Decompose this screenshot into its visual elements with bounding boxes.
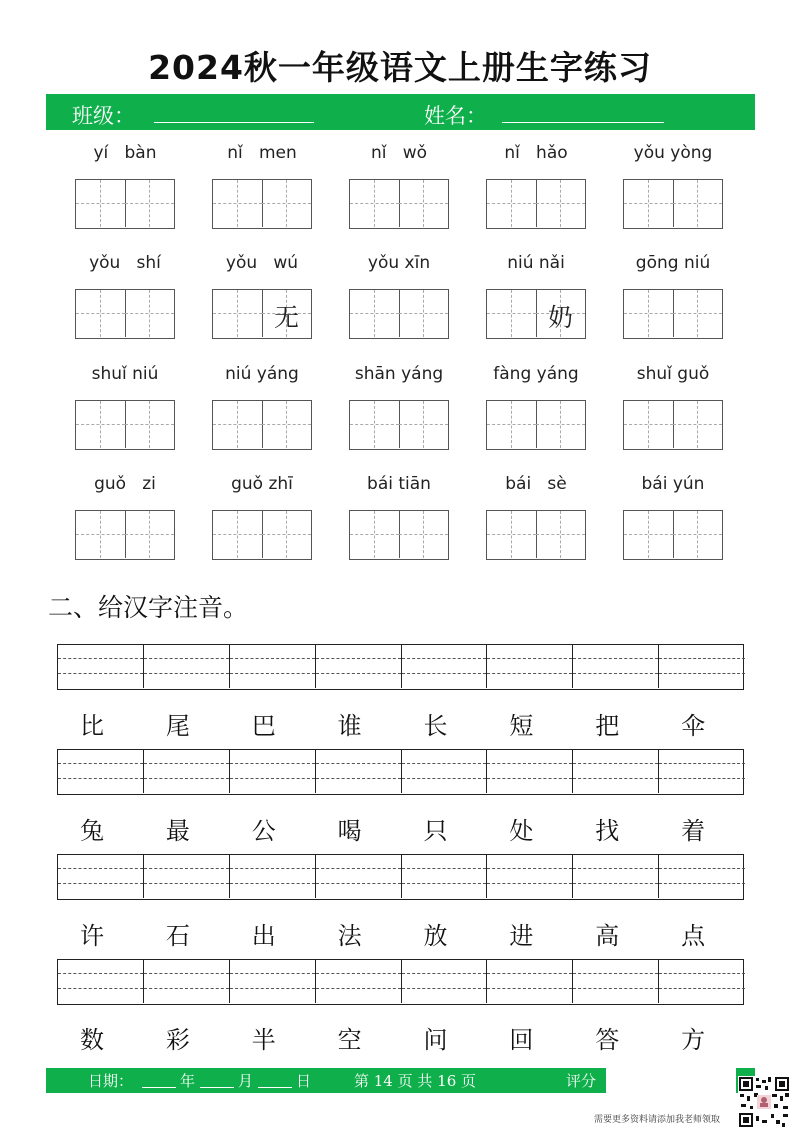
- pinyin-guide-line: [659, 778, 745, 779]
- pinyin-guide-line: [316, 658, 401, 659]
- guide-line-horizontal: [350, 424, 399, 425]
- pinyin-guide-line: [487, 763, 572, 764]
- guide-line-horizontal: [262, 534, 311, 535]
- guide-line-horizontal: [399, 203, 448, 204]
- tianzige-box[interactable]: [349, 179, 449, 229]
- tianzige-box[interactable]: [349, 510, 449, 560]
- tianzige-cell[interactable]: [399, 511, 448, 558]
- guide-line-horizontal: [76, 203, 125, 204]
- pinyin-writing-cell[interactable]: [487, 750, 573, 793]
- guide-line-horizontal: [76, 534, 125, 535]
- pinyin-guide-line: [659, 658, 745, 659]
- pinyin-guide-line: [230, 883, 315, 884]
- tianzige-box[interactable]: [75, 179, 175, 229]
- month-field[interactable]: [200, 1087, 234, 1088]
- pinyin-guide-line: [58, 883, 143, 884]
- pinyin-guide-line: [659, 763, 745, 764]
- pinyin-guide-line: [659, 988, 745, 989]
- score-label: 评分: [566, 1072, 597, 1090]
- pinyin-guide-line: [144, 673, 229, 674]
- tianzige-box[interactable]: [486, 289, 586, 339]
- pinyin-writing-cell[interactable]: [573, 960, 659, 1003]
- hanzi-character: 巴: [251, 712, 276, 740]
- tianzige-box[interactable]: [349, 400, 449, 450]
- word-pinyin: bái sè: [505, 474, 567, 494]
- tianzige-cell[interactable]: [399, 180, 448, 227]
- pinyin-writing-cell[interactable]: [573, 855, 659, 898]
- pinyin-guide-line: [487, 973, 572, 974]
- guide-line-horizontal: [624, 313, 673, 314]
- tianzige-cell[interactable]: [624, 401, 674, 448]
- name-field[interactable]: [502, 122, 664, 123]
- hanzi-character: 兔: [79, 817, 104, 845]
- guide-line-horizontal: [624, 203, 673, 204]
- word-pinyin: guǒ zi: [94, 474, 156, 494]
- pinyin-guide-line: [58, 673, 143, 674]
- pinyin-writing-cell[interactable]: [144, 750, 230, 793]
- pinyin-guide-line: [659, 883, 745, 884]
- tianzige-box[interactable]: [623, 289, 723, 339]
- pinyin-guide-line: [487, 883, 572, 884]
- pinyin-guide-line: [230, 658, 315, 659]
- guide-line-horizontal: [125, 424, 174, 425]
- pinyin-guide-line: [144, 988, 229, 989]
- guide-line-horizontal: [399, 534, 448, 535]
- tianzige-cell[interactable]: [536, 401, 585, 448]
- pinyin-writing-cell[interactable]: [659, 960, 745, 1003]
- tianzige-box[interactable]: [75, 510, 175, 560]
- qr-code-icon: [738, 1076, 790, 1128]
- pinyin-guide-line: [487, 988, 572, 989]
- tianzige-box[interactable]: [349, 289, 449, 339]
- class-field[interactable]: [154, 122, 314, 123]
- tianzige-box[interactable]: [486, 179, 586, 229]
- pinyin-guide-line: [402, 778, 487, 779]
- pinyin-guide-line: [402, 673, 487, 674]
- tianzige-cell[interactable]: [125, 511, 174, 558]
- word-pinyin: nǐ hǎo: [504, 143, 568, 163]
- day-field[interactable]: [258, 1087, 292, 1088]
- hanzi-character: 点: [681, 922, 706, 950]
- hanzi-character: 半: [251, 1026, 276, 1054]
- guide-line-horizontal: [213, 313, 262, 314]
- tianzige-cell[interactable]: [624, 511, 674, 558]
- word-pinyin: yǒu shí: [89, 253, 161, 273]
- hanzi-character: 答: [595, 1026, 620, 1054]
- tianzige-cell[interactable]: [350, 180, 400, 227]
- hanzi-character: 喝: [337, 817, 362, 845]
- tianzige-cell[interactable]: [624, 290, 674, 337]
- pinyin-writing-cell[interactable]: [573, 750, 659, 793]
- pinyin-guide-line: [58, 868, 143, 869]
- guide-line-horizontal: [536, 534, 585, 535]
- tianzige-cell[interactable]: [76, 511, 126, 558]
- pinyin-guide-line: [316, 868, 401, 869]
- tianzige-cell[interactable]: [125, 290, 174, 337]
- tianzige-cell[interactable]: [399, 290, 448, 337]
- tianzige-cell[interactable]: [350, 290, 400, 337]
- guide-line-horizontal: [673, 424, 722, 425]
- hanzi-character: 出: [251, 922, 276, 950]
- hanzi-character: 方: [681, 1026, 706, 1054]
- guide-line-horizontal: [399, 313, 448, 314]
- pinyin-writing-cell[interactable]: [58, 645, 144, 688]
- pinyin-guide-line: [402, 763, 487, 764]
- guide-line-horizontal: [350, 313, 399, 314]
- hanzi-character: 回: [509, 1026, 534, 1054]
- pinyin-guide-line: [659, 673, 745, 674]
- tianzige-cell[interactable]: [262, 401, 311, 448]
- tianzige-cell[interactable]: [536, 180, 585, 227]
- pinyin-writing-cell[interactable]: [659, 855, 745, 898]
- tianzige-cell[interactable]: [262, 290, 311, 337]
- guide-line-horizontal: [76, 313, 125, 314]
- tianzige-cell[interactable]: [487, 180, 537, 227]
- tianzige-cell[interactable]: [350, 401, 400, 448]
- pinyin-guide-line: [230, 778, 315, 779]
- hanzi-character: 把: [595, 712, 620, 740]
- word-pinyin: nǐ men: [227, 143, 297, 163]
- pinyin-guide-line: [230, 673, 315, 674]
- guide-line-horizontal: [624, 424, 673, 425]
- hanzi-character: 公: [251, 817, 276, 845]
- guide-line-horizontal: [673, 313, 722, 314]
- guide-line-horizontal: [262, 203, 311, 204]
- word-pinyin: shuǐ niú: [91, 364, 159, 384]
- word-pinyin: bái tiān: [367, 474, 431, 494]
- tianzige-cell[interactable]: [487, 511, 537, 558]
- page-title: 2024秋一年级语文上册生字练习: [148, 48, 652, 87]
- pinyin-writing-cell[interactable]: [659, 645, 745, 688]
- hanzi-character: 彩: [165, 1026, 190, 1054]
- tianzige-box[interactable]: [75, 289, 175, 339]
- pinyin-writing-cell[interactable]: [58, 750, 144, 793]
- pinyin-guide-line: [230, 868, 315, 869]
- tianzige-cell[interactable]: [487, 401, 537, 448]
- pinyin-guide-line: [487, 673, 572, 674]
- guide-line-horizontal: [673, 203, 722, 204]
- pinyin-guide-line: [402, 988, 487, 989]
- tianzige-cell[interactable]: [213, 511, 263, 558]
- hanzi-character: 着: [681, 817, 706, 845]
- pinyin-guide-line: [573, 763, 658, 764]
- hanzi-character: 找: [595, 817, 620, 845]
- hanzi-character: 谁: [337, 712, 362, 740]
- word-pinyin: gōng niú: [635, 253, 711, 273]
- pinyin-writing-cell[interactable]: [402, 960, 488, 1003]
- pinyin-guide-line: [144, 658, 229, 659]
- guide-line-horizontal: [213, 424, 262, 425]
- word-pinyin: yǒu yòng: [633, 143, 713, 163]
- tianzige-box[interactable]: [212, 400, 312, 450]
- guide-line-horizontal: [536, 203, 585, 204]
- pinyin-writing-cell[interactable]: [316, 645, 402, 688]
- tianzige-cell[interactable]: [76, 401, 126, 448]
- pinyin-guide-line: [316, 673, 401, 674]
- guide-line-horizontal: [125, 203, 174, 204]
- word-pinyin: shān yáng: [354, 364, 444, 384]
- pinyin-guide-line: [487, 778, 572, 779]
- pinyin-writing-cell[interactable]: [487, 960, 573, 1003]
- guide-line-horizontal: [487, 203, 536, 204]
- tianzige-cell[interactable]: [213, 180, 263, 227]
- tianzige-cell[interactable]: [125, 401, 174, 448]
- pinyin-writing-cell[interactable]: [402, 645, 488, 688]
- tianzige-box[interactable]: [486, 510, 586, 560]
- tianzige-box[interactable]: [486, 400, 586, 450]
- word-pinyin: shuǐ guǒ: [636, 364, 710, 384]
- pinyin-guide-line: [573, 778, 658, 779]
- pinyin-writing-cell[interactable]: [230, 645, 316, 688]
- hanzi-character: 处: [509, 817, 534, 845]
- pinyin-guide-line: [573, 973, 658, 974]
- hanzi-character: 数: [79, 1026, 104, 1054]
- pinyin-guide-line: [58, 763, 143, 764]
- cell-character: 奶: [547, 303, 573, 332]
- pinyin-guide-line: [144, 883, 229, 884]
- tianzige-box[interactable]: [623, 179, 723, 229]
- pinyin-guide-line: [573, 673, 658, 674]
- guide-line-horizontal: [487, 424, 536, 425]
- word-pinyin: yǒu wú: [225, 253, 299, 273]
- pinyin-guide-line: [573, 868, 658, 869]
- guide-line-horizontal: [76, 424, 125, 425]
- score-box: [606, 1068, 736, 1093]
- pinyin-guide-line: [487, 868, 572, 869]
- hanzi-character: 短: [509, 712, 534, 740]
- pinyin-guide-line: [58, 973, 143, 974]
- name-label: 姓名：: [424, 104, 487, 128]
- pinyin-guide-line: [230, 973, 315, 974]
- tianzige-cell[interactable]: [76, 290, 126, 337]
- tianzige-cell[interactable]: [350, 511, 400, 558]
- page-info: 第 14 页 共 16 页: [354, 1072, 477, 1090]
- pinyin-writing-cell[interactable]: [487, 855, 573, 898]
- pinyin-writing-row: [57, 959, 744, 1005]
- word-pinyin: niú nǎi: [507, 253, 565, 273]
- hanzi-character: 进: [509, 922, 534, 950]
- hanzi-character: 许: [79, 922, 104, 950]
- hanzi-character: 尾: [165, 712, 190, 740]
- pinyin-guide-line: [573, 883, 658, 884]
- pinyin-writing-cell[interactable]: [402, 855, 488, 898]
- word-pinyin: niú yáng: [225, 364, 299, 384]
- guide-line-horizontal: [487, 313, 536, 314]
- pinyin-writing-cell[interactable]: [144, 855, 230, 898]
- hanzi-character: 法: [337, 922, 362, 950]
- pinyin-writing-cell[interactable]: [659, 750, 745, 793]
- guide-line-horizontal: [125, 313, 174, 314]
- pinyin-guide-line: [402, 973, 487, 974]
- tianzige-cell[interactable]: [262, 511, 311, 558]
- pinyin-writing-cell[interactable]: [316, 960, 402, 1003]
- guide-line-horizontal: [262, 424, 311, 425]
- pinyin-guide-line: [316, 973, 401, 974]
- month-label: 月: [238, 1072, 254, 1090]
- tianzige-box[interactable]: [212, 179, 312, 229]
- pinyin-guide-line: [58, 658, 143, 659]
- word-pinyin: bái yún: [641, 474, 705, 494]
- note-text: 需要更多资料请添加我老师领取: [594, 1115, 721, 1125]
- pinyin-writing-row: [57, 749, 744, 795]
- hanzi-character: 问: [423, 1026, 448, 1054]
- pinyin-writing-cell[interactable]: [144, 645, 230, 688]
- hanzi-character: 放: [423, 922, 448, 950]
- word-pinyin: guǒ zhī: [231, 474, 293, 494]
- hanzi-character: 只: [423, 817, 448, 845]
- pinyin-guide-line: [402, 658, 487, 659]
- tianzige-cell[interactable]: [673, 180, 722, 227]
- pinyin-writing-row: [57, 644, 744, 690]
- date-label: 日期：: [88, 1072, 134, 1090]
- pinyin-guide-line: [144, 868, 229, 869]
- year-label: 年: [180, 1072, 196, 1090]
- tianzige-cell[interactable]: [673, 511, 722, 558]
- tianzige-cell[interactable]: [125, 180, 174, 227]
- tianzige-box[interactable]: [75, 400, 175, 450]
- cell-character: 无: [273, 303, 299, 332]
- class-label: 班级：: [72, 104, 135, 128]
- header-band: [46, 94, 755, 130]
- pinyin-writing-cell[interactable]: [316, 855, 402, 898]
- guide-line-horizontal: [350, 534, 399, 535]
- pinyin-writing-cell[interactable]: [230, 960, 316, 1003]
- guide-line-horizontal: [350, 203, 399, 204]
- pinyin-guide-line: [487, 658, 572, 659]
- hanzi-character: 伞: [681, 712, 706, 740]
- guide-line-horizontal: [125, 534, 174, 535]
- pinyin-writing-cell[interactable]: [230, 750, 316, 793]
- tianzige-cell[interactable]: [536, 511, 585, 558]
- pinyin-guide-line: [316, 883, 401, 884]
- tianzige-cell[interactable]: [536, 290, 585, 337]
- pinyin-writing-cell[interactable]: [144, 960, 230, 1003]
- guide-line-horizontal: [213, 203, 262, 204]
- word-pinyin: yí bàn: [93, 143, 157, 163]
- section-2-title: 二、给汉字注音。: [48, 593, 249, 622]
- tianzige-cell[interactable]: [213, 290, 263, 337]
- word-pinyin: nǐ wǒ: [370, 143, 427, 163]
- pinyin-guide-line: [573, 658, 658, 659]
- pinyin-writing-cell[interactable]: [58, 960, 144, 1003]
- guide-line-horizontal: [213, 534, 262, 535]
- tianzige-box[interactable]: [623, 400, 723, 450]
- guide-line-horizontal: [673, 534, 722, 535]
- pinyin-guide-line: [573, 988, 658, 989]
- hanzi-character: 空: [337, 1026, 362, 1054]
- pinyin-writing-cell[interactable]: [402, 750, 488, 793]
- guide-line-horizontal: [536, 424, 585, 425]
- day-label: 日: [296, 1072, 312, 1090]
- tianzige-cell[interactable]: [399, 401, 448, 448]
- pinyin-writing-cell[interactable]: [230, 855, 316, 898]
- guide-line-horizontal: [624, 534, 673, 535]
- tianzige-box[interactable]: [623, 510, 723, 560]
- pinyin-writing-cell[interactable]: [487, 645, 573, 688]
- pinyin-writing-cell[interactable]: [316, 750, 402, 793]
- pinyin-guide-line: [402, 883, 487, 884]
- pinyin-guide-line: [144, 763, 229, 764]
- word-pinyin: fàng yáng: [493, 364, 579, 384]
- tianzige-box[interactable]: [212, 510, 312, 560]
- hanzi-character: 长: [423, 712, 448, 740]
- pinyin-guide-line: [58, 778, 143, 779]
- word-pinyin: yǒu xīn: [367, 253, 431, 273]
- pinyin-guide-line: [230, 988, 315, 989]
- hanzi-character: 高: [595, 922, 620, 950]
- tianzige-cell[interactable]: [76, 180, 126, 227]
- pinyin-guide-line: [144, 778, 229, 779]
- pinyin-guide-line: [230, 763, 315, 764]
- year-field[interactable]: [142, 1087, 176, 1088]
- guide-line-horizontal: [487, 534, 536, 535]
- pinyin-guide-line: [316, 763, 401, 764]
- tianzige-cell[interactable]: [673, 401, 722, 448]
- tianzige-box[interactable]: [212, 289, 312, 339]
- tianzige-cell[interactable]: [673, 290, 722, 337]
- pinyin-guide-line: [58, 988, 143, 989]
- pinyin-guide-line: [144, 973, 229, 974]
- pinyin-writing-cell[interactable]: [573, 645, 659, 688]
- hanzi-character: 最: [165, 817, 190, 845]
- pinyin-guide-line: [402, 868, 487, 869]
- tianzige-cell[interactable]: [213, 401, 263, 448]
- pinyin-guide-line: [659, 868, 745, 869]
- pinyin-guide-line: [316, 778, 401, 779]
- tianzige-cell[interactable]: [262, 180, 311, 227]
- pinyin-guide-line: [659, 973, 745, 974]
- hanzi-character: 比: [79, 712, 104, 740]
- guide-line-horizontal: [399, 424, 448, 425]
- pinyin-writing-row: [57, 854, 744, 900]
- hanzi-character: 石: [165, 922, 190, 950]
- tianzige-cell[interactable]: [624, 180, 674, 227]
- pinyin-guide-line: [316, 988, 401, 989]
- pinyin-writing-cell[interactable]: [58, 855, 144, 898]
- tianzige-cell[interactable]: [487, 290, 537, 337]
